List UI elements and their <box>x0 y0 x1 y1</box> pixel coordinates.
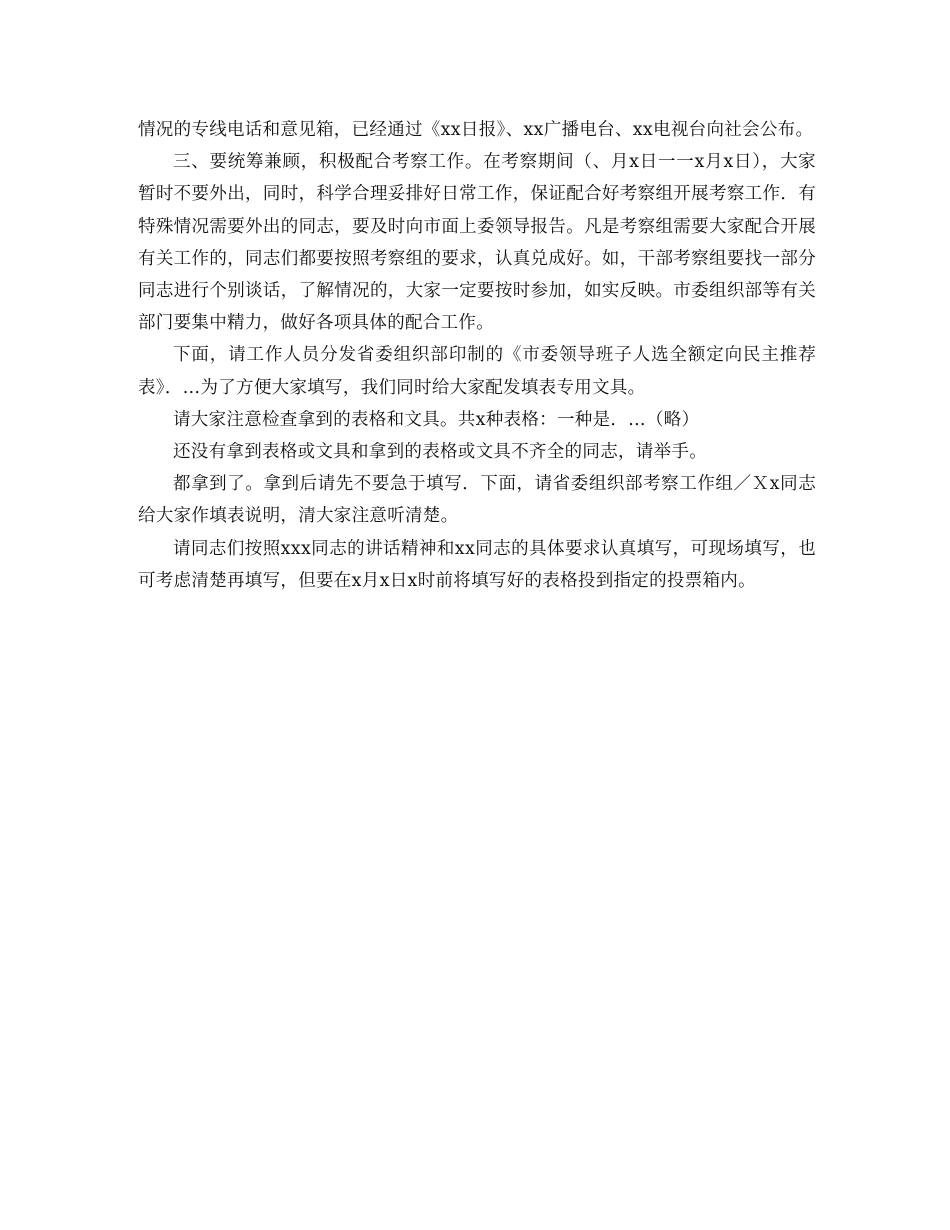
paragraph-4: 请大家注意检查拿到的表格和文具。共x种表格：一种是．…（略） <box>173 409 700 430</box>
paragraph-7: 请同志们按照xxx同志的讲话精神和xx同志的具体要求认真填写，可现场填写，也可考虑清楚再填写，但要在x月x日x时前将填写好的表格投到指定的投票箱内。 <box>138 538 816 591</box>
paragraph-1: 情况的专线电话和意见箱，已经通过《xx日报》、xx广播电台、xx电视台向社会公布。 <box>138 120 814 140</box>
paragraph-6: 都拿到了。拿到后请先不要急于填写．下面，请省委组织部考察工作组／Ｘx同志给大家作填表说明，清大家注意听清楚。 <box>138 474 816 527</box>
paragraph-2: 三、要统筹兼顾，积极配合考察工作。在考察期间（、月x日一一x月x日），大家暂时不要外出，同时，科学合理妥排好日常工作，保证配合好考察组开展考察工作．有特殊情况需要外出的同志，要及时向市面上委领导报告。凡是考察组需要大家配合开展有关工作的，同志们都要按照考察组的要求，认真兑成好。如，干部考察组要找一部分同志进行个别谈话，了解情况的，大家一定要按时参加，如实反映。市委组织部等有关部门要集中精力，做好各项具体的配合工作。 <box>138 152 816 334</box>
paragraph-3: 下面，请工作人员分发省委组织部印制的《市委领导班子人选全额定向民主推荐表》．…为了方便大家填写，我们同时给大家配发填表专用文具。 <box>138 345 816 398</box>
paragraph-5: 还没有拿到表格或文具和拿到的表格或文具不齐全的同志，请举手。 <box>173 442 707 463</box>
document-body <box>138 114 816 597</box>
